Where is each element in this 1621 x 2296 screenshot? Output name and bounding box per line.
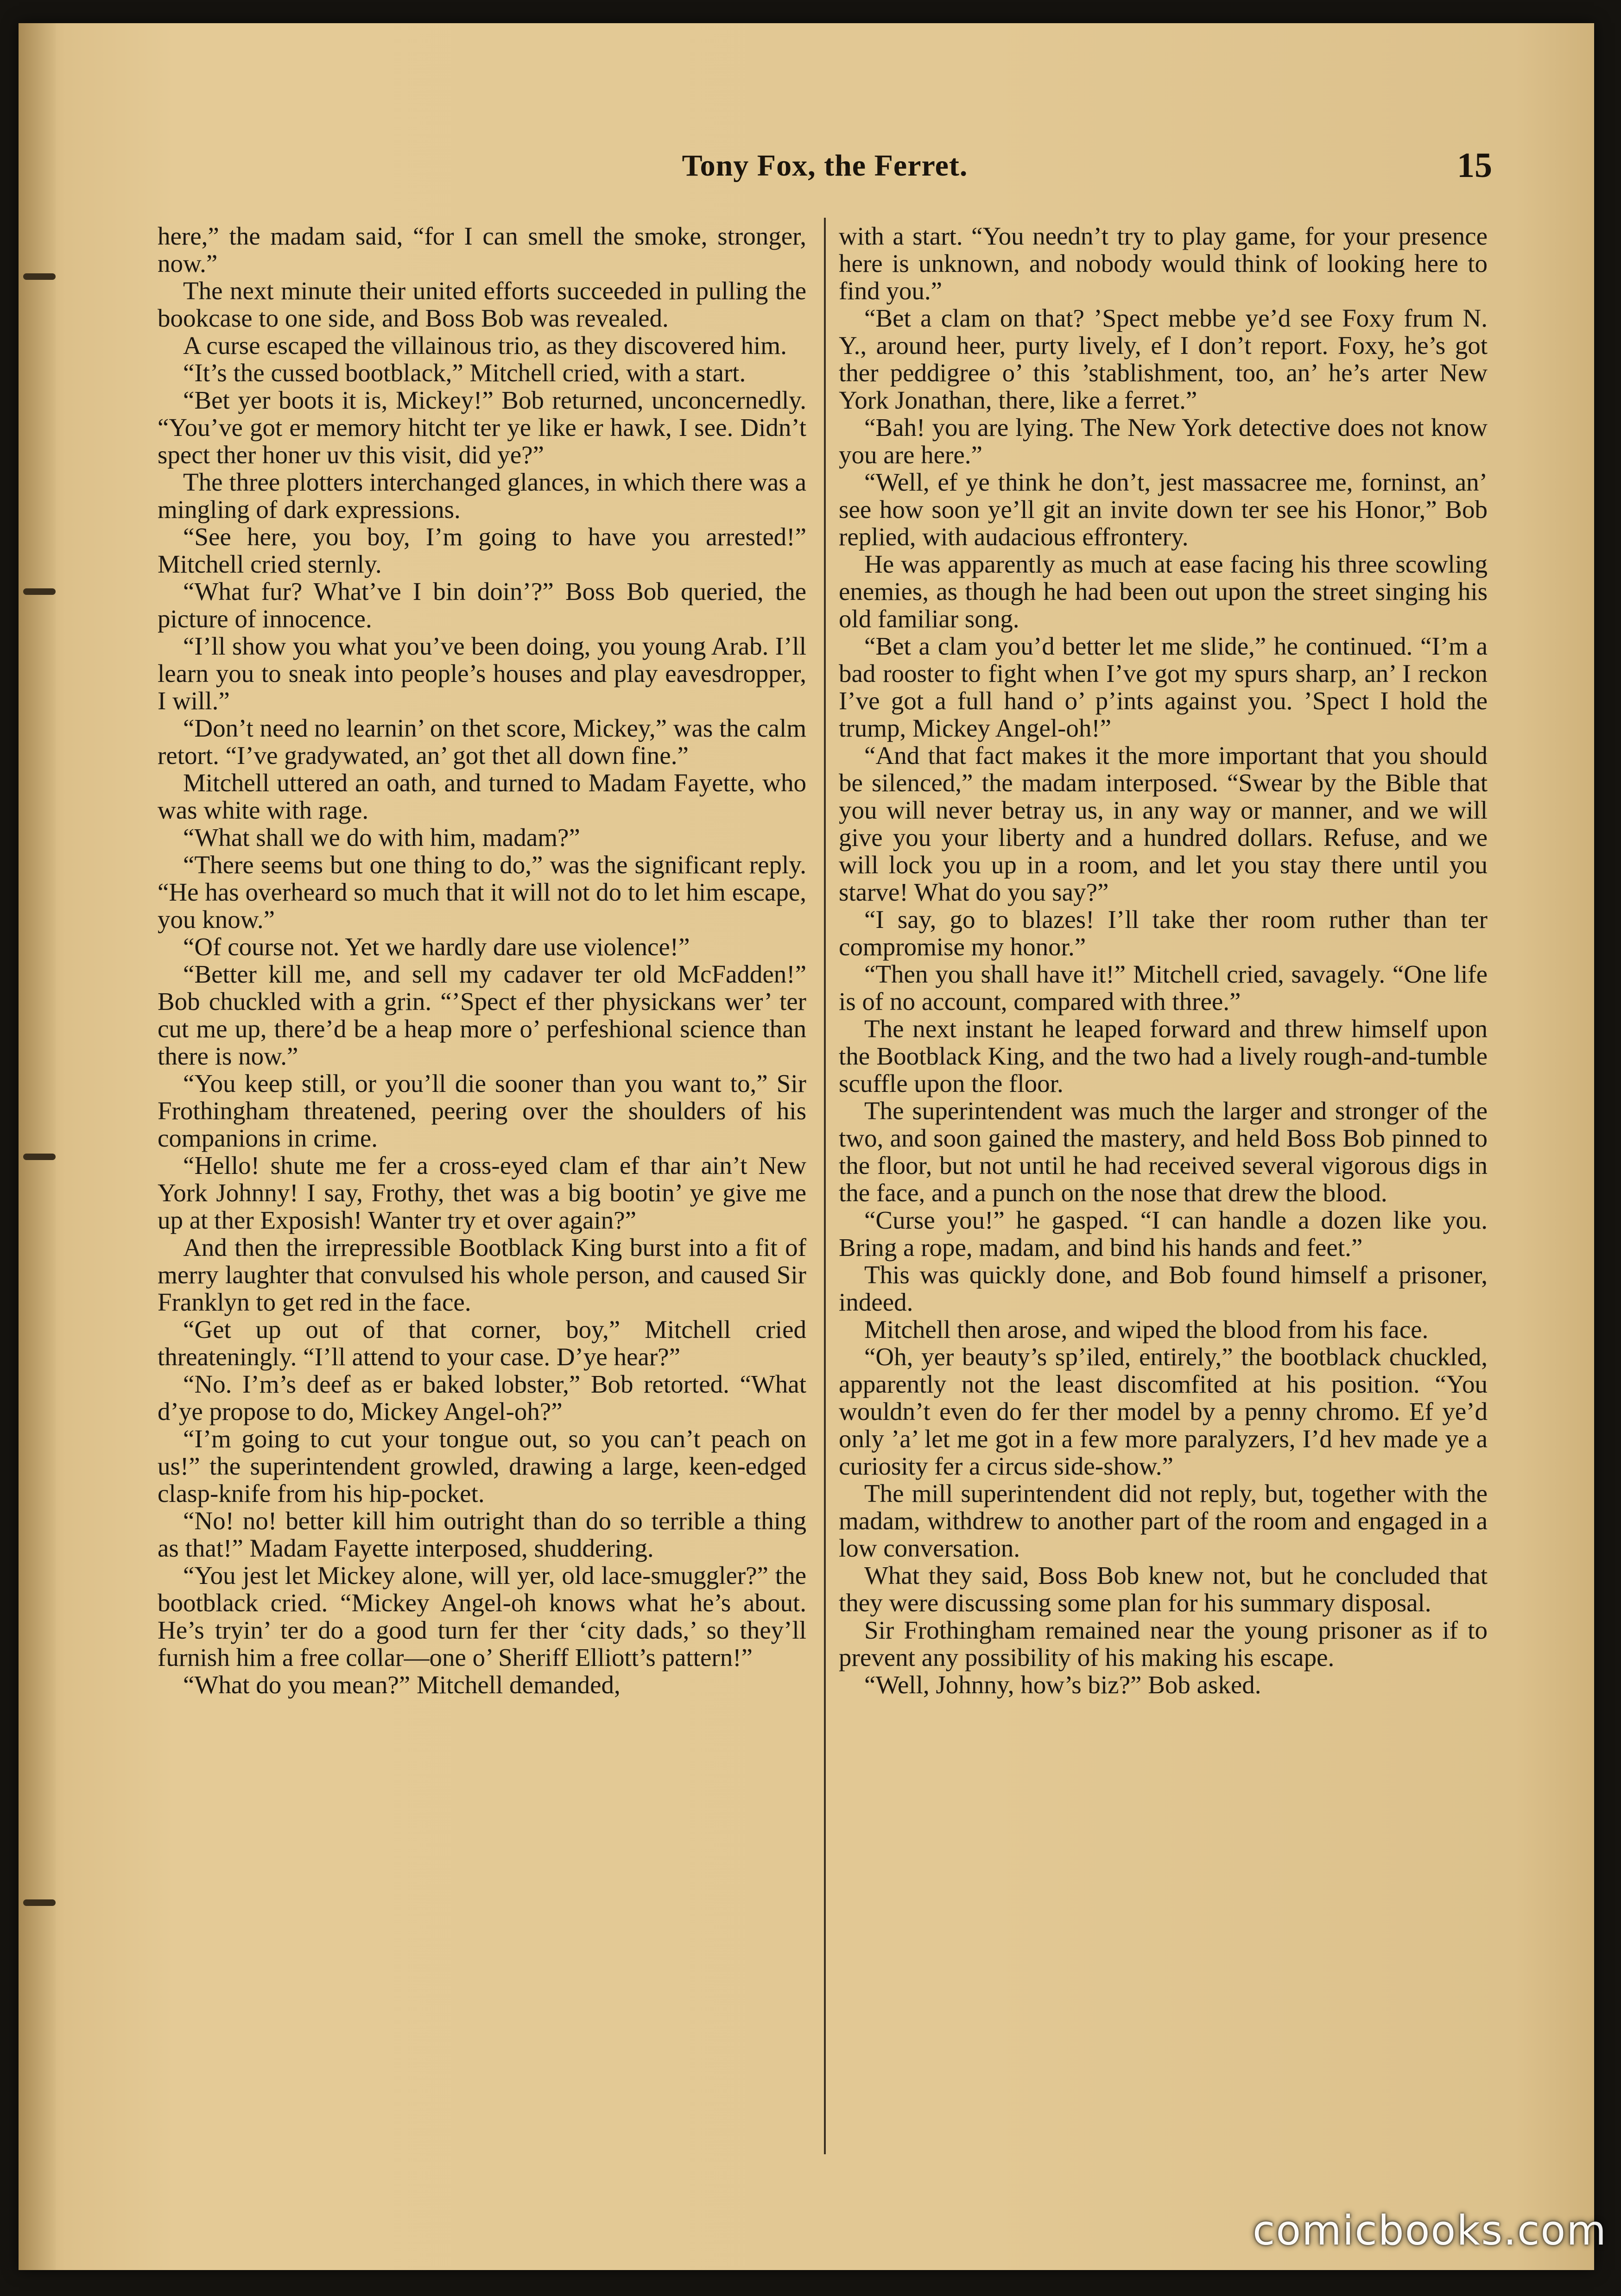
paragraph: “What fur? What’ve I bin doin’?” Boss Bob queried, the picture of innocence. <box>158 577 806 633</box>
paragraph: “Better kill me, and sell my cadaver ter old McFadden!” Bob chuckled with a grin. “’Spect ef ther physickans wer’ ter cut me up, there’d be a heap more o’ perfeshional science than there is now.” <box>158 960 806 1070</box>
paragraph: “What do you mean?” Mitchell demanded, <box>183 1671 621 1699</box>
paragraph: here,” the madam said, “for I can smell the smoke, stronger, now.” <box>158 222 806 278</box>
paragraph: “There seems but one thing to do,” was the significant reply. “He has overheard so much that it will not do to let him escape, you know.” <box>158 851 806 934</box>
paragraph: And then the irrepressible Bootblack King burst into a fit of merry laughter that convulsed his whole person, and caused Sir Franklyn to get red in the face. <box>158 1233 806 1316</box>
paragraph: “No! no! better kill him outright than do so terrible a thing as that!” Madam Fayette interposed, shuddering. <box>158 1507 806 1562</box>
paragraph: This was quickly done, and Bob found himself a prisoner, indeed. <box>839 1261 1488 1316</box>
paragraph: “Well, ef ye think he don’t, jest massacree me, forninst, an’ see how soon ye’ll git an invite down ter see his Honor,” Bob replied, with audacious effrontery. <box>839 468 1488 551</box>
paragraph: “I’m going to cut your tongue out, so you can’t peach on us!” the superintendent growled, drawing a large, keen-edged clasp-knife from his hip-pocket. <box>158 1425 806 1508</box>
column-divider <box>824 218 826 2154</box>
paragraph: The next minute their united efforts succeeded in pulling the bookcase to one side, and Boss Bob was revealed. <box>158 277 806 332</box>
paragraph: “I say, go to blazes! I’ll take ther room ruther than ter compromise my honor.” <box>839 905 1488 961</box>
paragraph: Mitchell then arose, and wiped the blood from his face. <box>864 1315 1429 1344</box>
paragraph: Mitchell uttered an oath, and turned to Madam Fayette, who was white with rage. <box>158 769 806 824</box>
paragraph: What they said, Boss Bob knew not, but he concluded that they were discussing some plan for his summary disposal. <box>839 1561 1488 1617</box>
paragraph: “Bah! you are lying. The New York detective does not know you are here.” <box>839 413 1488 469</box>
page-header <box>158 120 1492 195</box>
binding-stitch <box>23 1899 56 1906</box>
paragraph: He was apparently as much at ease facing his three scowling enemies, as though he had been out upon the street singing his old familiar song. <box>839 550 1488 633</box>
paragraph: “I’ll show you what you’ve been doing, you young Arab. I’ll learn you to sneak into people’s houses and play eavesdropper, I will.” <box>158 632 806 715</box>
paragraph: “Oh, yer beauty’s sp’iled, entirely,” the bootblack chuckled, apparently not the least discomfited at his position. “You wouldn’t even do fer ther model by a penny chromo. Ef ye’d only ’a’ let me got in a few more paralyzers, I’d hev made ye a curiosity fer a circus side-show.” <box>839 1343 1488 1480</box>
binding-stitch <box>23 273 56 280</box>
paragraph: Sir Frothingham remained near the young prisoner as if to prevent any possibility of his making his escape. <box>839 1616 1488 1672</box>
paragraph: The superintendent was much the larger and stronger of the two, and soon gained the mastery, and held Boss Bob pinned to the floor, but not until he had received several vigorous digs in the face, and a punch on the nose that drew the blood. <box>839 1097 1488 1207</box>
paragraph: “Get up out of that corner, boy,” Mitchell cried threateningly. “I’ll attend to your case. D’ye hear?” <box>158 1315 806 1371</box>
binding-stitch <box>23 588 56 595</box>
paragraph: The next instant he leaped forward and threw himself upon the Bootblack King, and the two had a lively rough-and-tumble scuffle upon the floor. <box>839 1015 1488 1098</box>
page-number: 15 <box>1457 146 1492 185</box>
paragraph: “Hello! shute me fer a cross-eyed clam ef thar ain’t New York Johnny! I say, Frothy, thet was a big bootin’ ye give me up at ther Exposish! Wanter try et over again?” <box>158 1151 806 1234</box>
paragraph: “Don’t need no learnin’ on thet score, Mickey,” was the calm retort. “I’ve gradywated, an’ got thet all down fine.” <box>158 714 806 770</box>
paragraph: “See here, you boy, I’m going to have you arrested!” Mitchell cried sternly. <box>158 523 806 578</box>
text-column-left <box>158 222 806 2145</box>
watermark: comicbooks.com <box>1252 2207 1607 2254</box>
paragraph: “Of course not. Yet we hardly dare use violence!” <box>183 933 690 961</box>
binding-stitch <box>23 1154 56 1160</box>
paragraph: “Then you shall have it!” Mitchell cried, savagely. “One life is of no account, compared with three.” <box>839 960 1488 1016</box>
paragraph: “Bet a clam on that? ’Spect mebbe ye’d see Foxy frum N. Y., around heer, purty lively, ef I don’t report. Foxy, he’s got ther peddigree o’ this ’stablishment, too, an’ he’s arter New York Jonathan, there, like a ferret.” <box>839 304 1488 414</box>
paragraph: “What shall we do with him, madam?” <box>183 823 580 852</box>
paragraph: A curse escaped the villainous trio, as they discovered him. <box>183 331 787 360</box>
paragraph: “You keep still, or you’ll die sooner than you want to,” Sir Frothingham threatened, peering over the shoulders of his companions in crime. <box>158 1069 806 1152</box>
paragraph: “You jest let Mickey alone, will yer, old lace-smuggler?” the bootblack cried. “Mickey Angel-oh knows what he’s about. He’s tryin’ ter do a good turn fer ther ‘city dads,’ so they’ll furnish him a free collar—one o’ Sheriff Elliott’s pattern!” <box>158 1561 806 1672</box>
paragraph: “It’s the cussed bootblack,” Mitchell cried, with a start. <box>183 359 746 387</box>
running-title: Tony Fox, the Ferret. <box>682 149 968 183</box>
paragraph: “Bet yer boots it is, Mickey!” Bob returned, unconcernedly. “You’ve got er memory hitcht ter ye like er hawk, I see. Didn’t spect ther honer uv this visit, did ye?” <box>158 386 806 469</box>
paragraph: The three plotters interchanged glances, in which there was a mingling of dark expressions. <box>158 468 806 524</box>
paragraph: “No. I’m’s deef as er baked lobster,” Bob retorted. “What d’ye propose to do, Mickey Angel-oh?” <box>158 1370 806 1426</box>
paragraph: with a start. “You needn’t try to play game, for your presence here is unknown, and nobody would think of looking here to find you.” <box>839 222 1488 305</box>
paragraph: “Curse you!” he gasped. “I can handle a dozen like you. Bring a rope, madam, and bind his hands and feet.” <box>839 1206 1488 1262</box>
text-column-right <box>839 222 1488 2145</box>
paragraph: “Well, Johnny, how’s biz?” Bob asked. <box>864 1671 1261 1699</box>
paragraph: “Bet a clam you’d better let me slide,” he continued. “I’m a bad rooster to fight when I’ve got my spurs sharp, an’ I reckon I’ve got a full hand o’ p’ints against you. ’Spect I hold the trump, Mickey Angel-oh!” <box>839 632 1488 742</box>
paragraph: The mill superintendent did not reply, but, together with the madam, withdrew to another part of the room and engaged in a low conversation. <box>839 1479 1488 1562</box>
paragraph: “And that fact makes it the more important that you should be silenced,” the madam interposed. “Swear by the Bible that you will never betray us, in any way or manner, and we will give you your liberty and a hundred dollars. Refuse, and we will lock you up in a room, and let you stay there until you starve! What do you say?” <box>839 741 1488 906</box>
